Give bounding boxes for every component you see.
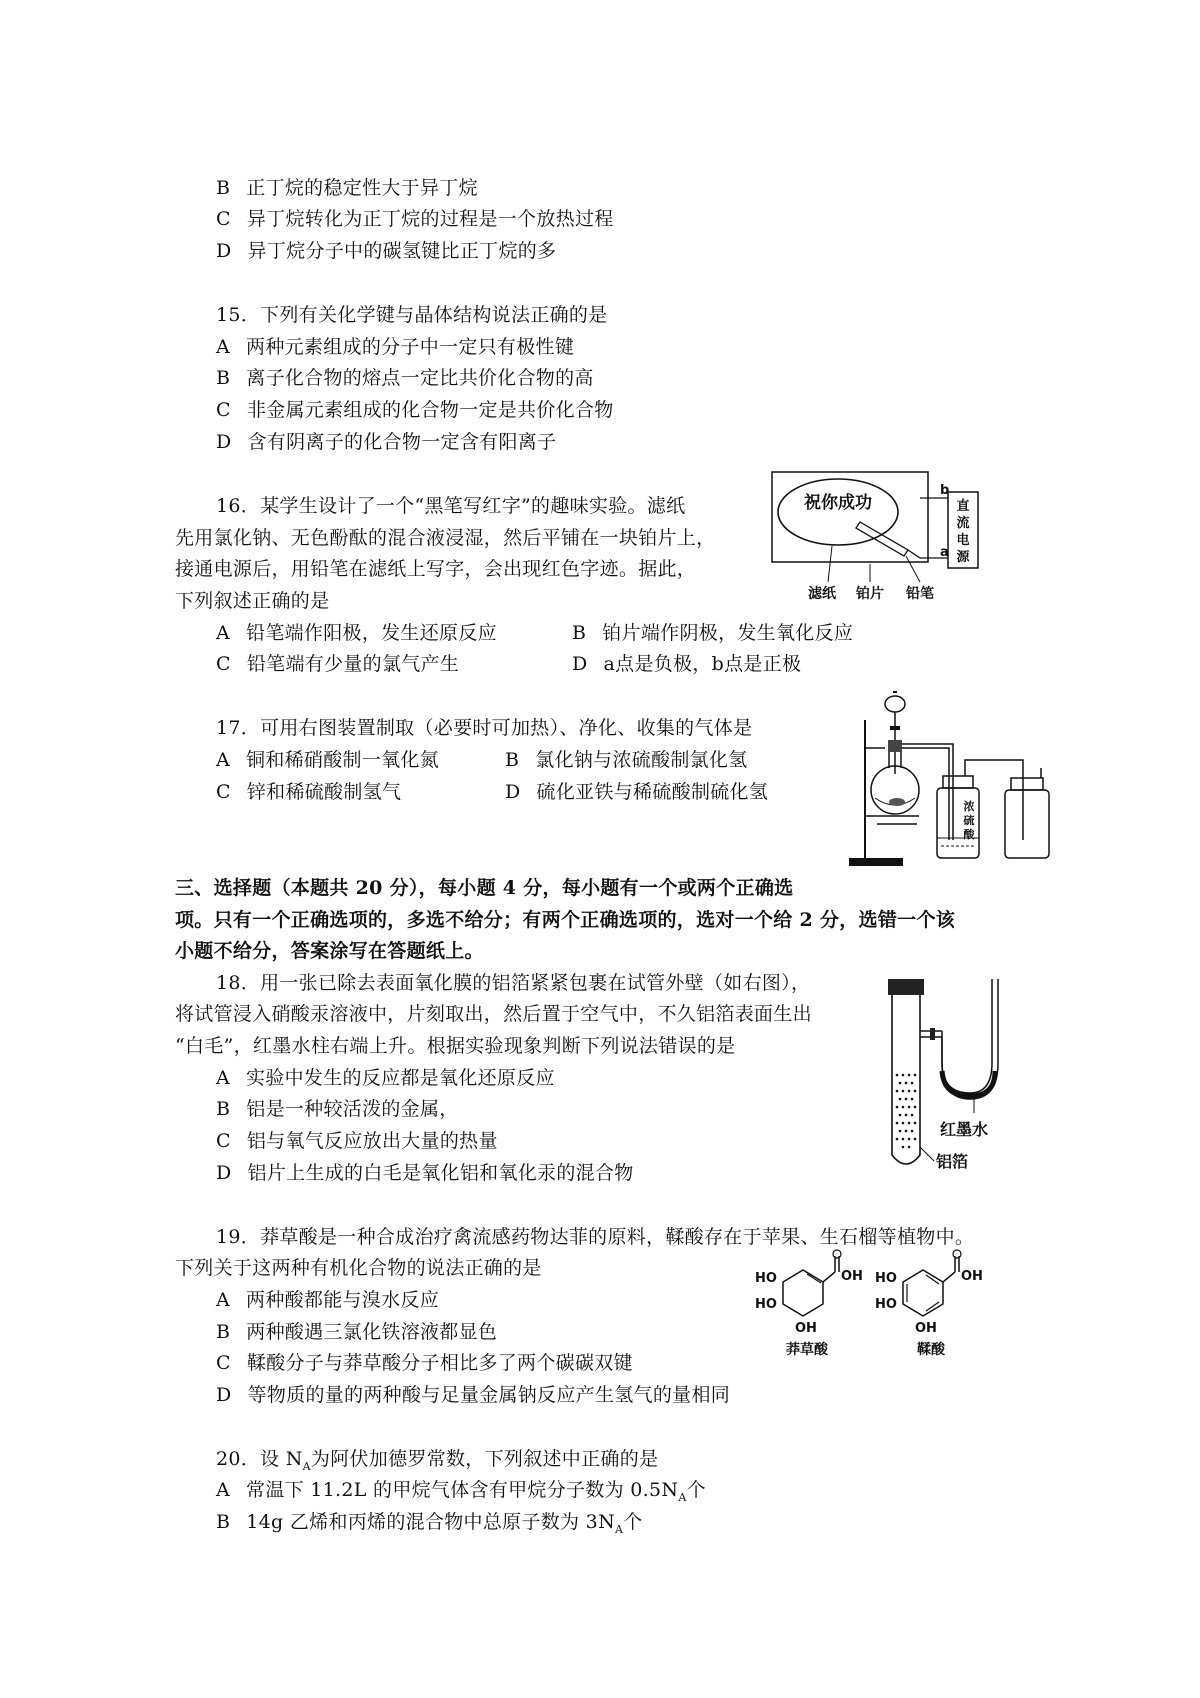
q17-option-c: C 锌和稀硫酸制氢气 — [216, 781, 402, 803]
shikimic-oh-3: OH — [795, 1321, 817, 1336]
q18-stem-line3: “白毛”，红墨水柱右端上升。根据实验现象判断下列说法错误的是 — [175, 1035, 736, 1057]
q17-option-b: B 氯化钠与浓硫酸制氯化氢 — [505, 749, 748, 771]
point-a-label: a — [940, 545, 949, 560]
power-label-2: 流 — [956, 516, 970, 531]
q14-option-d: D 异丁烷分子中的碳氢键比正丁烷的多 — [216, 240, 557, 262]
q19-option-b: B 两种酸遇三氯化铁溶液都显色 — [216, 1321, 498, 1343]
power-label-3: 电 — [956, 533, 970, 548]
q17-apparatus-figure — [845, 690, 1060, 870]
q16-option-c: C 铅笔端有少量的氯气产生 — [216, 653, 460, 675]
q15-stem: 15．下列有关化学键与晶体结构说法正确的是 — [216, 304, 608, 326]
bottle-label-2: 硫 — [963, 814, 975, 827]
point-b-label: b — [940, 483, 950, 498]
q18-stem-line2: 将试管浸入硝酸汞溶液中，片刻取出，然后置于空气中，不久铝箔表面生出 — [175, 1003, 812, 1025]
q18-option-d: D 铝片上生成的白毛是氧化铝和氧化汞的混合物 — [216, 1162, 634, 1184]
label-platinum-plate: 铂片 — [856, 586, 884, 602]
gallic-oh-3: OH — [915, 1321, 937, 1336]
q19-option-c: C 鞣酸分子与莽草酸分子相比多了两个碳碳双键 — [216, 1352, 633, 1374]
q16-stem-line1: 16．某学生设计了一个“黑笔写红字”的趣味实验。滤纸 — [216, 495, 686, 517]
gallic-oh-1: HO — [875, 1271, 897, 1286]
q18-option-a: A 实验中发生的反应都是氧化还原反应 — [216, 1067, 555, 1089]
q14-option-b: B 正丁烷的稳定性大于异丁烷 — [216, 177, 478, 199]
shikimic-oh-2: HO — [755, 1297, 777, 1312]
name-tannic-acid: 鞣酸 — [917, 1342, 945, 1358]
q19-option-d: D 等物质的量的两种酸与足量金属钠反应产生氢气的量相同 — [216, 1384, 731, 1406]
q17-stem: 17．可用右图装置制取（必要时可加热）、净化、收集的气体是 — [216, 717, 753, 739]
q19-option-a: A 两种酸都能与溴水反应 — [216, 1289, 440, 1311]
q20-option-b: B 14g 乙烯和丙烯的混合物中总原子数为 $3N_A$个 — [216, 1511, 643, 1536]
bottle-label-3: 酸 — [963, 828, 975, 841]
oval-text: 祝你成功 — [804, 493, 872, 513]
q15-option-d: D 含有阴离子的化合物一定含有阳离子 — [216, 431, 557, 453]
q17-option-a: A 铜和稀硝酸制一氧化氮 — [216, 749, 440, 771]
q17-option-d: D 硫化亚铁与稀硫酸制硫化氢 — [505, 781, 769, 803]
section3-heading-line3: 小题不给分，答案涂写在答题纸上。 — [175, 940, 484, 962]
q19-stem-line1: 19．莽草酸是一种合成治疗禽流感药物达菲的原料，鞣酸存在于苹果、生石榴等植物中。 — [216, 1226, 975, 1248]
q16-stem-line2: 先用氯化钠、无色酚酞的混合液浸湿，然后平铺在一块铂片上， — [175, 527, 716, 549]
q16-stem-line4: 下列叙述正确的是 — [175, 590, 330, 612]
q19-structures-figure — [755, 1248, 1015, 1358]
q16-option-a: A 铅笔端作阳极，发生还原反应 — [216, 622, 497, 644]
power-label-4: 源 — [956, 550, 970, 565]
q16-stem-line3: 接通电源后，用铅笔在滤纸上写字，会出现红色字迹。据此， — [175, 558, 697, 580]
label-aluminum-foil: 铝箔 — [936, 1152, 969, 1171]
q15-option-a: A 两种元素组成的分子中一定只有极性键 — [216, 336, 575, 358]
label-red-ink: 红墨水 — [940, 1120, 989, 1139]
q16-electrolysis-figure — [770, 470, 1070, 612]
q16-option-b: B 铂片端作阴极，发生氧化反应 — [572, 622, 854, 644]
gallic-cooh-oh: OH — [961, 1269, 983, 1284]
q16-option-d: D a点是负极，b点是正极 — [572, 653, 802, 675]
q18-option-c: C 铝与氧气反应放出大量的热量 — [216, 1130, 498, 1152]
q19-stem-line2: 下列关于这两种有机化合物的说法正确的是 — [175, 1257, 542, 1279]
q18-option-b: B 铝是一种较活泼的金属， — [216, 1098, 459, 1120]
name-shikimic-acid: 莽草酸 — [786, 1342, 828, 1358]
section3-heading-line1: 三、选择题（本题共 20 分），每小题 4 分，每小题有一个或两个正确选 — [175, 877, 794, 899]
label-filter-paper: 滤纸 — [808, 586, 836, 602]
q20-option-a: A 常温下 11.2L 的甲烷气体含有甲烷分子数为 $0.5N_A$个 — [216, 1479, 706, 1504]
q20-stem: 20．设 $N_A$为阿伏加德罗常数，下列叙述中正确的是 — [216, 1448, 659, 1473]
q18-stem-line1: 18．用一张已除去表面氧化膜的铝箔紧紧包裹在试管外壁（如右图）， — [216, 972, 811, 994]
shikimic-cooh-oh: OH — [841, 1269, 863, 1284]
q14-option-c: C 异丁烷转化为正丁烷的过程是一个放热过程 — [216, 208, 614, 230]
q15-option-c: C 非金属元素组成的化合物一定是共价化合物 — [216, 399, 614, 421]
bottle-label-1: 浓 — [963, 800, 975, 813]
q15-option-b: B 离子化合物的熔点一定比共价化合物的高 — [216, 367, 594, 389]
shikimic-oh-1: HO — [755, 1271, 777, 1286]
gallic-oh-2: HO — [875, 1297, 897, 1312]
label-pencil: 铅笔 — [906, 586, 934, 602]
q18-test-tube-figure — [870, 975, 1020, 1175]
power-label-1: 直 — [956, 499, 970, 514]
section3-heading-line2: 项。只有一个正确选项的，多选不给分；有两个正确选项的，选对一个给 2 分，选错一个该 — [175, 909, 956, 931]
